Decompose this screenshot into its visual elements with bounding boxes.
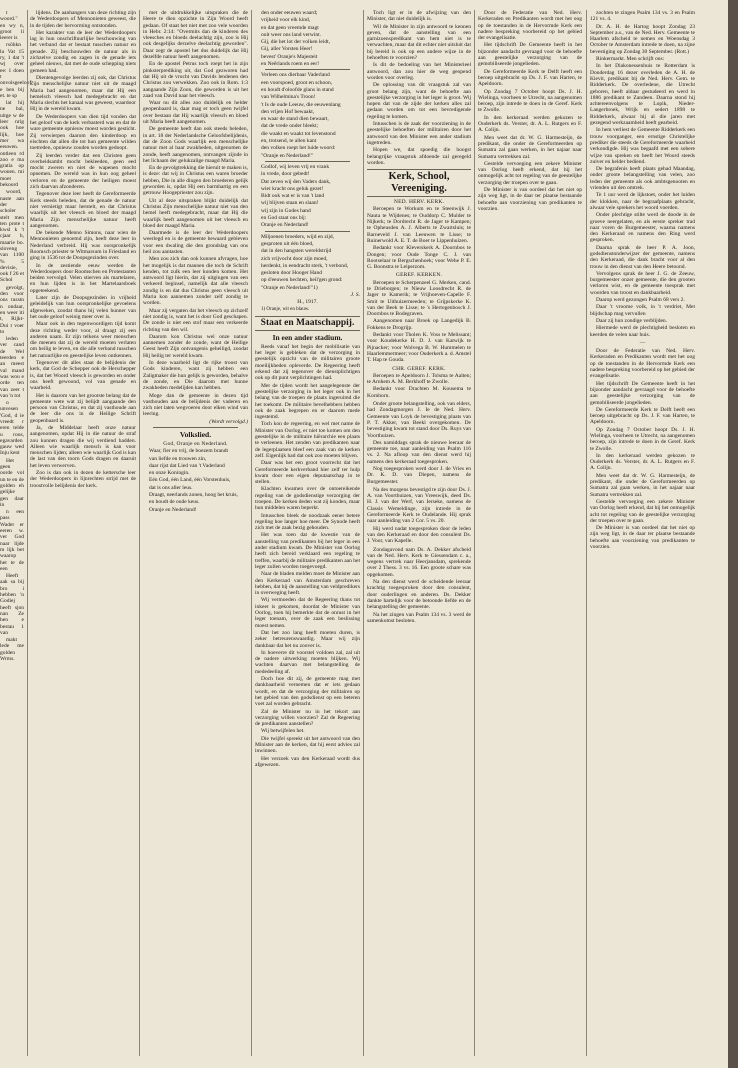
paragraph: Bedankt voor Drachten M. Kousema te Kornhorn. (367, 386, 471, 399)
poem-date: H., 1917. (297, 299, 318, 306)
paragraph: Men weet dat dr. W. G. Harmesteijn, de predikant, die onder de Gereformeerden op Sumatra zal gaan werken, in het najaar naar Sumatra vertrekken zal. (590, 472, 695, 498)
column-rule (363, 10, 364, 1056)
paragraph: Toch ligt er in de afwijzing van den Minister, dat niet duidelijk is. (367, 10, 471, 23)
cropped-left-column (0, 10, 32, 1056)
paragraph: Nog toegesproken werd door J. de Vries en Dr. K. D. van Diepen, namens de Burgemeester. (367, 466, 471, 485)
paragraph: Na den dienst werd de scheidende leeraar krachtig toegesproken door den consulent, door ouderlingen en anderen. Ds. Dekker dankte hartelijk voor de betoonde liefde en de belangstelling der gemeente. (367, 579, 471, 611)
church-subheading: NED. HERV. KERK. (393, 199, 445, 206)
paragraph: Ja, de Middelaar heeft onze natuur aangenomen, opdat Hij in die natuur de straf zou kunnen dragen die wij verdiend hadden. Alleen wie waarlijk mensch is kan voor menschen lijden; alleen wie waarlijk God is kan de last van den toorn Gods dragen en daaruit het leven verwerven. (30, 425, 136, 469)
paragraph: Daar 't vroome volk, in 't verdriet, Met blijdschap mag vervullen (590, 304, 695, 317)
poem-line: Gij, die het lot der volken leidt, (261, 39, 331, 46)
paragraph: lat hij ne bal, uitge w de leer nrig ook hoe lijk, hoe mer wa eeuwen. ontleen rd zoo e ma gratia op wonen. mi moet bekoord (0, 100, 24, 189)
column-3 (255, 10, 360, 1056)
poem-line: 't Is de oude Leeuw, die eeuwenlang (261, 101, 341, 108)
paragraph: Hiermede werd de plechtigheid besloten en keerden de velen naar huis. (590, 325, 695, 338)
poem-line: en, trotsend, te allen kant (261, 138, 317, 145)
paragraph: De Gereformeerde Kerk te Delft heeft een beroep uitgebracht op Ds. J. F. van Harten, te Apeldoorn. (590, 406, 695, 426)
footnote: 1) Oranje, wit en blauw. (261, 306, 310, 312)
paragraph: In hem verliest de Gemeente Ridderkerk een trouw voorganger, een ernstige Christelijke prediker die steeds de Gereformeerde waarheid verkondigde. Hij was begaafd met een sobere wijze van spreken en heeft het Woord steeds zuiver en helder bediend. (590, 127, 695, 165)
paragraph: Daarom kon Christus wel onze natuur aannemen zonder de zonde, want de Heilige Geest heeft Zijn ontvangenis geheiligd, zoodat Hij heilig ter wereld kwam. (143, 333, 248, 359)
section-heading: Staat en Maatschappij. (255, 316, 360, 331)
poem-line: wij blijven staan en slaan! (261, 200, 319, 207)
paragraph: Die twijfel spreekt uit het antwoord van den Minister aan de kerken, dat hij eerst advies zal inwinnen. (255, 735, 360, 755)
paragraph: In den kerkeraad werden gekozen te Ouderkerk ds. Verster, dr. A. L. Rutgers en F. A. Colijn. (590, 452, 695, 472)
paragraph: Beroepen te Scherpenzeel G. Merken, cand. te Drieborgen; te Nieuw Loosdrecht R. de Jager te Kamerik; te Vrijhoeven-Capelle F. Smit te Uithuizermeeden; te Grijpskerke K. van der Beek te Lisse; te 's Hertogenbosch J. Doornbos te Bodegraven. (367, 279, 471, 318)
paragraph: makt lede me golden Wrms. (0, 637, 24, 662)
poem-title: Volkslied. (179, 430, 212, 439)
poem-line: en onze Koningin. (149, 470, 190, 477)
column-5 (478, 10, 582, 1056)
poem-line: Waar, fier en vrij, de boezem brandt (149, 448, 229, 455)
church-subheading: GEREF. KERKEN. (395, 272, 443, 279)
poem-line: dat in den hangsten wereldstrijd (261, 248, 332, 255)
poem-line: Dat zeven wij den Vaders dank, (261, 178, 331, 185)
paragraph: Na het zingen van Psalm 134 vs. 3 werd de samenkomst besloten. (367, 611, 471, 624)
paragraph: Het verzoek van den Kerkeraad wordt dus afgewezen. (255, 755, 360, 768)
paragraph: Intusschen bleek de noodzaak eener betere regeling hoe langer hoe meer. De Synode heeft zich met de zaak bezig gehouden. (255, 512, 360, 532)
poem-line: "Oranje en Nederland!" (261, 152, 314, 159)
paragraph: In het Diakonessenhuis te Rotterdam is Donderdag 16 dezer overleden de A. H. de Kievit, predikant bij de Ned. Herv. Gem. te Ridderkerk. De overledene, die Utrecht geboren, heeft aldaar gestudeerd en werd in 1886 predikant te Zandeen. Daarna stond hij achtereenvolgens te Lopik, Nieder-Langerbroek, Wrijk en sedert 1898 te Ridderkerk, alwaar hij al die jaren met gezegend werkzaamheid heeft gearbeid. (590, 63, 695, 127)
poem-line: Draagt, neerlands zonen, hoog het kruis, (149, 492, 238, 499)
paragraph: Na des morgens bevestigd te zijn door Ds. J. A. van Voorthuizen, van Vreeswijk, deed Ds. H. J. van der Werf, van Ierseke, namens de Classis Wemeldinge, zijn intrede in de Gereformeerde Kerk te Oudelande. Hij sprak naar aanleiding van 2 Cor. 5 vs. 20. (367, 486, 471, 525)
paragraph: Gestelde vervoeging een zekere Minister van Oorlog heeft erkend, dat hij het onmogelijk acht tot regeling van de geestelijke verzorging der troepen over te gaan. (590, 498, 695, 524)
column-rule (27, 10, 28, 1056)
paragraph: De gemeente heeft dan ook steeds beleden, in art. 18 der Nederlandsche Geloofsbelijdenis, dat de Zoon Gods waarlijk een menschelijke natuur met al haar zwakheden, uitgenomen de zonde, heeft aangenomen, ontvangen zijnde in het lichaam der gelukzalige maagd Maria. (143, 126, 248, 164)
paragraph: Op Zondag 7 October hoopt Ds. J. H. Wielinga, voorheen te Utrecht, na aangenomen beroep, zijn intrede te doen in de Geref. Kerk te Zwolle. (478, 88, 582, 114)
paragraph: Moge dan de gemeente in dezen tijd vasthouden aan de belijdenis der vaderen en zich niet laten wegvoeren door elken wind van leering. (143, 392, 248, 418)
paragraph: Het tijdschrift De Gemeente heeft in het bijzonder aandacht gevraagd voor de behoefte aan geestelijke verzorging van de gemobiliseerde jongelieden. (590, 380, 695, 406)
paragraph: Het is daarom van het grootste belang dat de gemeente wete wat zij belijdt aangaande den persoon van Christus, en dat zij vasthoude aan de leer die ons in de Heilige Schrift geopenbaard is. (30, 392, 136, 424)
paragraph: De Minister is van oordeel dat het niet op zijn weg ligt, in de daar ter plaatse bestaande behoefte aan voorziening van predikanten te voorzien. (478, 187, 582, 212)
divider: — (639, 339, 646, 346)
paragraph: Wil de Minister in zijn antwoord te kennen geven, dat de aanstelling van een garnizoenspredikant van hem niet is te verwachten, maar dat dit echter niet uitsluit dat bij bereid is ook op een andere wijze in de behoeften te voorzien? (367, 23, 471, 62)
paragraph: Daar was het een groot voorrecht dat het Gereformeerde kerkverband hier zelf ter hulp kwam door een eigen deputaatschap in te stellen. (255, 460, 360, 486)
paragraph: Vervolgens sprak de heer J. G. de Zeeuw, burgemeester onzer gemeente, die den grooten verloren wist, en de gemeente toesprak met woorden van troost en dankbaarheid. (590, 270, 695, 296)
paragraph: Onder plechtige stilte werd de doode in de groeve neergelaten, en als eerste spreker trad naar voren de Burgemeester, waarna namens den Kerkeraad en namens den Ring werd gesproken. (590, 212, 695, 244)
poem-line: Eén God, één Land, één Vorstenhuis, (149, 477, 231, 484)
paragraph: gevolgt, den voor ons tusstn n ondaar, en weer iti t, Rijkt-Dui t voer to (0, 284, 24, 335)
poem-line: den volken roept het luide woord: (261, 145, 336, 152)
poem-subtitle: God, Oranje en Nederland. (163, 441, 228, 447)
poem-line: en houdt de oude keus. (149, 499, 200, 506)
paragraph: Beroepen te Workum en te Steenwijk J. Nauta te Wijdenes; te Ouddorp C. Mulder te Nijkerk; te Dordrecht R. de Jager te Kampen; te Opheusden A. J. Alberts te Zwartsluis; te Barneveld J. van Leeuwen te Lisse; te Ruinerwold A. E. T. de Boer te Lippenhuizen. (367, 206, 471, 244)
divider (265, 231, 350, 232)
paragraph: zochten te zingen Psalm 134 vs. 3 en Psalm 121 vs. 4. (590, 10, 695, 23)
paragraph: Heeft aak sa bij bro i hebben 'n Godiej heeft sjon nan Ze hen e bestau 1 van (0, 573, 24, 636)
paragraph: Het geen oorde vol un te en de golden eh gelijke gen daar in (0, 457, 24, 508)
poem-line: wier kracht ons geluk gezet! (261, 185, 324, 192)
paragraph: Wij betwijfelen het. (261, 728, 305, 735)
paragraph: De Gereformeerde Kerk te Delft heeft een beroep uitgebracht op Ds. J. F. van Harten, te Apeldoorn. (478, 68, 582, 88)
poem-line: in vrede, door gebedt! (261, 171, 310, 178)
paragraph: Later zijn de Doopsgezinden in vrijheid geleidelijk van hun oorspronkelijke gevoelens afgeweken, zoodat thans bij velen hunner van het oude geloof weinig meer over is. (30, 295, 136, 320)
paragraph: Hopen we, dat spoedig die hoogst belangrijke vraagstuk afdoende zal geregeld worden. (367, 147, 471, 166)
paragraph: Dr. A. H. de Hartog hoopt Zondag 23 September a.s., van de Ned. Herv. Gemeente te Haarlem afscheid te nemen en Woensdag 3 October te Amsterdam intrede te doen, na zijne bevestiging op Zondag 30 September. (Rott.) (590, 23, 695, 55)
poem-line: Oranje en Nederland! (149, 506, 197, 513)
paragraph: Des namiddags sprak de nieuwe leeraar de gemeente toe, naar aanleiding van Psalm 116 vs. 2. Na afloop van den dienst werd hij namens den kerkeraad toegesproken. (367, 439, 471, 465)
poem-line: zich vrijvocht door zijn moed, (261, 255, 328, 262)
section-heading: Kerk, School, Vereeniging. (367, 169, 471, 197)
column-rule (586, 10, 587, 1056)
paragraph: met de uitdrukkelijke uitspraken die de Heere te dien opzichte in Zijn Woord heeft gedaan. Of staat het niet met zoo vele woorden in Hebr. 2:14: "Overmits dan de kinderen des vleesches en bloeds deelachtig zijn, zoo is Hij ook desgelijks derzelve deelachtig geworden". Daar zegt de apostel het dus duidelijk dat Hij dezelfde natuur heeft aangenomen. (143, 10, 248, 61)
paragraph: Tegenover dit alles staat de belijdenis der kerk, dat God de Schepper ook de Herschepper is, dat het Woord vleesch is geworden en onder ons heeft gewoond, vol van genade en waarheid. (30, 360, 136, 392)
paragraph: rsöhkn lu Vat 15 ry, 1 dat 't wj over ee: 1 doen t onvolsgeeloof e ben bij et. te sp (0, 42, 32, 99)
poem-line: en Neêrlands roem en eer! (261, 61, 320, 68)
poem-line: den vrijen Hof bewaakt, (261, 108, 315, 115)
paragraph: En de apostel Petrus toch roept het in zijn pinksterprediking uit, dat God gezworen had dat Hij uit de vrucht van Davids lendenen den Christus zou verwekken. Zoo ook in Rom. 1:3 aangaande Zijn Zoon, die geworden is uit het zaad van David naar het vleesch. (143, 61, 248, 99)
paragraph: In den kerkeraad werden gekozen te Ouderkerk ds. Verster, dr. A. L. Rutgers en F. A. Colijn. (478, 114, 582, 134)
paragraph: In hoeverre dit voorstel voldoen zal, zal uit de nadere uitwerking moeten blijken. Wij wachten daarvan met belangstelling de mededeeling af. (255, 649, 360, 675)
poem-line: Verleen ons dierbaar Vaderland (261, 72, 330, 79)
paragraph: Uit al deze uitspraken blijkt duidelijk dat Christus Zijn menschelijke natuur niet van den hemel heeft medegebracht, maar dat Hij die waarlijk heeft aangenomen uit het vleesch en bloed der maagd Maria. (143, 197, 248, 229)
paragraph: Intusschen is de zaak der voorziening in de geestelijke behoeften der militairen door het antwoord van den Minister een ander stadium ingetreden. (367, 121, 471, 146)
paragraph: leden ver cand de Wel teerden e an meest val mand was wou e orde ten van zeer t van 'n tot (0, 336, 24, 399)
paragraph: Het was toen dat de kwestie van de aanstelling van predikanten bij het leger in een ander stadium kwam. De Minister van Oorlog heeft zich bereid verklaard een regeling te treffen, waarbij de militaire predikanten aan het leger zullen worden toegevoegd. (255, 532, 360, 570)
paragraph: Zij leerden verder dat een Christen geen overheidsambt mocht bekleeden, geen eed mocht zweren en niet de wapenen mocht opnemen. De wereld was in hun oog geheel verloren en de gemeente der heiligen moest zich daarvan afzonderen. (30, 152, 136, 191)
paragraph: Gestelde vervoeging een zekere Minister van Oorlog heeft erkend, dat hij het onmogelijk acht tot regeling van de geestelijke verzorging der troepen over te gaan. (478, 160, 582, 186)
paragraph: Naar de bladen melden moet de Minister aan den Kerkeraad van Amsterdam geschreven hebben, dat hij de aanstelling van veldpredikers in overweging heeft. (255, 571, 360, 597)
paragraph: Wij vermoeden dat de Regeering thans tot inkeer is gekomen, doordat de Minister van Oorlog, toen hij bemerkte dat de onrust in het leger toenam, over de zaak een beslissing moest nemen. (255, 597, 360, 629)
poem-line: Miljoenen broeders, wijd en zijd, (261, 233, 335, 240)
poem-line: "Oranje en Nederland!"1) (261, 284, 318, 291)
poem-line: wij zijn in Godes hand (261, 207, 311, 214)
paragraph: Men weet dat dr. W. G. Harmesteijn, de predikant, die onder de Gereformeerden op Sumatra zal gaan werken, in het najaar naar Sumatra vertrekken zal. (478, 134, 582, 160)
paragraph: Daarna sprak de heer P. A. Joon, godsdienstonderwijzer der gemeente, namens den Kerkeraad, die dank bracht voor al den trouw in den dienst van den Heere betoond. (590, 244, 695, 270)
divider (265, 161, 350, 162)
paragraph: Is dit de bedoeling van het Ministerieel antwoord, dan zou hier de weg geopend worden voor overleg. (367, 62, 471, 81)
paragraph: Daar zij hun zondige verblijden. (596, 317, 668, 324)
poem-line: op d'eeuwen hechten, heil'gen grond: (261, 277, 343, 284)
paragraph: Toch kon de regeering, en wel met name de Minister van Oorlog, er niet toe komen om den geestelijke in de militaire hiërarchie een plaats te verleenen. Het zenden van predikanten naar de legerplaatsen bleef een zaak van de kerken zelf. Eigenlijk had dat ook zoo moeten blijven. (255, 421, 360, 459)
paragraph: Rinkermarkt. Men schrijft ons: (596, 56, 665, 63)
to-be-continued: (Wordt vervolgd.) (209, 418, 248, 425)
paragraph: Beroepen te Apeldoorn J. Tolsma te Aalten; te Arnhem A. M. Berkhoff te Zwolle. (367, 372, 471, 386)
paragraph: Door de Federatie van Ned. Herv. Kerkeraden en Predikanten wordt met het oog op de toestanden in de Hervormde Kerk een nadere bespreking voorbereid op het gebied der evangelisatie. (478, 10, 582, 42)
poem-line: bevest' Oranje's Majesteit (261, 53, 318, 60)
paragraph: Daarmede is de leer der Wederdoopers weerlegd en is de gemeente bewaard gebleven voor een dwaling die den grondslag van ons heil zou aantasten. (143, 230, 248, 255)
poem-line: en God staat ons bij: (261, 215, 307, 222)
paragraph: woord, naste aan der scholer stelt men ten prote t kwsl k 't cjaar h, maarie bo. sloveng van 1100 % 5 devisie, ook f 26 et Schol (0, 189, 24, 284)
paragraph: De Minister is van oordeel dat het niet op zijn weg ligt, in de daar ter plaatse bestaande behoefte aan voorziening van predikanten te voorzien. (590, 525, 695, 551)
paragraph: Maar ook in den tegenwoordigen tijd komt deze richting weder voor, al draagt zij een anderen naam. Er zijn telkens weer menschen die meenen dat zij de wereld moeten verlaten om heilig te leven, en die alle verband tusschen het natuurlijke en geestelijke leven ontkennen. (30, 321, 136, 359)
paragraph: Met de tijden wordt het aangelegenste der geestelijke verzorging in het leger ook in het belang van de troepen de plaats ingeruimd die het toekomt. De militaire bevelhebbers hebben ook de zaak begrepen en er daarom mede ingestemd. (255, 382, 360, 421)
column-2 (143, 10, 248, 1056)
poem-line: en waar de stand dien bewaart, (261, 116, 329, 123)
paragraph: Onder groote belangstelling, ook van elders, had Zondagmorgen J. Ie de Ned. Herv. Gemeente van Loyk de bevestiging plaats van P. T. Akker, van Beekl overgekomen. De bevestiging kwam tot stand door Ds. Ruys van Voorthuizen. (367, 401, 471, 439)
poem-line: en dat geen vreemde magt (261, 24, 319, 31)
poem-line: daar rijst dat Lied van 't Vaderland (149, 462, 225, 469)
column-6 (590, 10, 695, 1056)
column-rule (251, 10, 252, 1056)
poem-line: Godlof, wij leven vrij en vrank (261, 163, 330, 170)
poem-signature: J. S. (350, 291, 360, 298)
paragraph: Dientengevolge leerden zij ook, dat Christus Zijn menschelijke natuur niet uit de maagd Maria had aangenomen, maar dat Hij een hemelsch vleesch had medegebracht en dat Maria slechts het kanaal was geweest, waardoor Hij in de wereld kwam. (30, 74, 136, 113)
poem-line: dat de vrede onder bleekt; (261, 123, 319, 130)
poem-line: Gij, aller Vorsten Heer! (261, 46, 313, 53)
column-4 (367, 10, 471, 1056)
poem-line: en houdt d'oloofde glans in stand (261, 86, 334, 93)
poem-line: gesloten door Hooger Hand (261, 270, 322, 277)
paragraph: De oplossing van dit vraagstuk zal van groot belang zijn, want de behoefte aan geestelijke verzorging in het leger is groot. Wij hopen dat van de zijde der kerken alles zal gedaan worden om tot een bevredigende regeling te komen. (367, 82, 471, 120)
paragraph: Zoo is dan ook in dezen de kettersche leer der Wederdoopers in lijnrechten strijd met de troostvolle belijdenis der kerk. (30, 470, 136, 489)
column-rule (139, 10, 140, 1056)
paragraph: Dat het zoo lang heeft moeten duren, is zeker betreurenswaardig. Maar wij zijn dankbaar dat het nu zoover is. (255, 629, 360, 649)
divider (265, 69, 350, 70)
paragraph: Zondagavond nam Ds. A. Dekker afscheid van de Ned. Herv. Kerk te Giessendam c. a., wegens vertrek naar Heerjansdam, sprekende over 2 Thess. 3 vs. 16. Een groote schare was opgekomen. (367, 546, 471, 578)
poem-line: dat is ons aller leus. (149, 484, 193, 491)
poem-line: Oranje en Nederland! (261, 222, 309, 229)
poem-line: vrijheid voor elk kind, (261, 17, 311, 24)
paragraph: lijdens. De aanhangers van deze richting zijn de Wederdoopers of Mennonieten geweest, die in de tijden der hervorming ontstonden. (30, 10, 136, 29)
paragraph: De Wederdoopers van dien tijd vonden dat het geloof van de kerk verbasterd was en dat de ware gemeente opnieuw moest worden gesticht. Zij verwierpen daarom den kinderdoop en eischten dat allen die tot hun gemeente wilden toetreden, opnieuw zouden worden gedoopt. (30, 113, 136, 152)
paragraph: t woord." en wy n, groot li leerer is (0, 10, 24, 42)
paragraph: Het karakter van de leer der Wederdoopers lag in hun onschriftuurlijke beschouwing van het verband dat er bestaat tusschen natuur en genade. Zij beschouwden de natuur als in zichzelve zondig en zagen in de genade iets geheel nieuws, dat met de oude schepping niets gemeen had. (30, 29, 136, 74)
column-rule (474, 10, 475, 1056)
paragraph: In deze waarheid ligt de rijke troost van Gods kinderen, want zij hebben een Zaligmaker die hun gelijk is geworden, behalve de zonde, en Die daarom met hunne zwakheden medelijden kan hebben. (143, 360, 248, 392)
paragraph: n een pass Wader er eeren w. ver God naar lijde m lijk bet waarop het te de een (0, 509, 24, 572)
paragraph: Daarop werd gezongen Psalm 68 vers 2. (596, 297, 685, 304)
paragraph: Het tijdschrift De Gemeente heeft in het bijzonder aandacht gevraagd voor de behoefte aan geestelijke verzorging van de gemobiliseerde jongelieden. (478, 42, 582, 68)
paragraph: Reeds vanaf het begin der mobilisatie van het leger is gebleken dat de verzorging in geestelijk opzicht van de militairen groote moeilijkheden opleverde. De Regeering heeft erkend dat zij tegenover de dienstplichtigen ook op dit punt verplichtingen had. (255, 343, 360, 382)
poem-line: gesproten uit één bloed, (261, 240, 314, 247)
paragraph: En de gevolgtrekking die hieruit te maken is, is deze: dat wij in Christus een waren broeder hebben, Die in alle dingen den broederen gelijk geworden is, opdat Hij een barmhartig en een getrouw Hoogepriester zou zijn. (143, 165, 248, 197)
paragraph: Zal de Minister nu in het tekort aan verzorging willen voorzien? Zal de Regeering de predikanten aanstellen? (255, 708, 360, 728)
paragraph: Hij werd nadat toegesproken door de leden van den Kerkeraad en door den consulent Ds. J. Voor, van Kapelle. (367, 525, 471, 545)
poem-line: van liefde en trouwen zin, (149, 455, 207, 462)
poem-line: den onder eeuwen waard; (261, 10, 318, 16)
poem-line: ooit weer ons land verwint. (261, 31, 322, 38)
paragraph: Waar nu dit alles zoo duidelijk en helder geopenbaard is, daar mag er toch geen twijfel over bestaan dat Hij waarlijk vleesch en bloed uit Maria heeft aangenomen. (143, 100, 248, 126)
article-title: In een ander stadium. (272, 332, 343, 342)
paragraph: Bedankt voor Tholen K. Voss te Melissant; voor Koudekerke H. D. J. van Katwijk te Pijnacker; voor Wolvega B. W. Hummelen te Haarlemmermeer; voor Ouderkerk a. d. Amstel T. Hap te Gouda. (367, 332, 472, 364)
column-1 (30, 10, 136, 1056)
poem-line: een voorspoed, groot en schoon, (261, 79, 333, 86)
paragraph: Men zou zich dan ook kunnen afvragen, hoe het mogelijk is dat mannen die toch de Schrift kenden, tot zulk een leer konden komen. Het antwoord ligt hierin, dat zij uitgingen van een verkeerd beginsel, namelijk dat alle vleesch zondig is en dat dus Christus geen vleesch uit Maria kon aannemen zonder zelf zondig te worden. (143, 256, 248, 307)
paragraph: In de zestiende eeuw werden de Wederdoopers door Roomschen en Protestanten beiden vervolgd. Velen stierven als martelaren, en hun lijden is in het Martelaarsboek opgeteekend. (30, 262, 136, 294)
poem-line: Bidt ook wat er is van 't land (261, 193, 325, 200)
paragraph: Klachten kwamen over de ontoereikende regeling van de godsdienstige verzorging der troepen. De kerken deden wat zij konden, maar hun middelen waren beperkt. (255, 486, 360, 512)
paragraph: Bedankt voor Kleverskerk A. Doornbos te Dongen; voor Oude Tonge C. J. van Rootselaar te Bergschenhoek; voor Wehe P. E. G. Boonstra te Leiperzom. (367, 245, 471, 271)
paragraph: De begrafenis heeft plaats gehad Maandag, onder groote belangstelling van velen, zoo leden der gemeente als ook ambtsgenooten en vrienden uit den omtrek. (590, 166, 695, 192)
paragraph: o unvesen 'God, d ie vreedt r eren telde u roos, egavarden gauw wed Inju kent (0, 400, 24, 457)
paragraph: Aangenomen naar Broek op Langedijk B. Fokkens te Drogrijp. (367, 318, 471, 331)
paragraph: De bekende Menno Simons, naar wien de Mennonieten genoemd zijn, heeft deze leer in Nederland verbreid. Hij was oorspronkelijk Roomsch priester te Witmarsum in Friesland en ging in 1536 tot de Doopsgezinden over. (30, 230, 136, 262)
paragraph: Doch hoe dit zij, de gemeente mag met dankbaarheid vernemen dat er iets gedaan wordt, en dat de verzorging der militairen op het gebied van den godsdienst op een beteren voet zal worden gebracht. (255, 676, 360, 708)
divider (153, 427, 238, 428)
paragraph: Door de Federatie van Ned. Herv. Kerkeraden en Predikanten wordt met het oog op de toestanden in de Hervormde Kerk een nadere bespreking voorbereid op het gebied der evangelisatie. (590, 348, 695, 380)
paragraph: Maar zij vergaten dat het vleesch op zichzelf niet zondig is, want het is door God geschapen. De zonde is niet een stof maar een verkeerde richting van den wil. (143, 307, 248, 333)
church-subheading: CHR. GEREF. KERK. (392, 365, 446, 372)
paragraph: Op Zondag 7 October hoopt Ds. J. H. Wielinga, voorheen te Utrecht, na aangenomen beroep, zijn intrede te doen in de Geref. Kerk te Zwolle. (590, 426, 695, 452)
paragraph: Tegenover deze leer heeft de Gereformeerde Kerk steeds beleden, dat de genade de natuur niet vernietigt maar herstelt, en dat Christus waarlijk uit het vleesch en bloed der maagd Maria Zijn menschelijke natuur heeft aangenomen. (30, 191, 136, 229)
poem-line: herdenkt, in eendracht sterk, 't verbond, (261, 262, 349, 269)
poem-line: die waakt en waakt tot levenstond (261, 130, 336, 137)
paragraph: Te 1 uur werd de lijkstoet, onder het luiden der klokken, naar de begraafplaats gebracht, alwaar vele sprekers het woord voerden. (590, 192, 695, 211)
poem-line: van Wilhelmina's Troon! (261, 94, 316, 101)
